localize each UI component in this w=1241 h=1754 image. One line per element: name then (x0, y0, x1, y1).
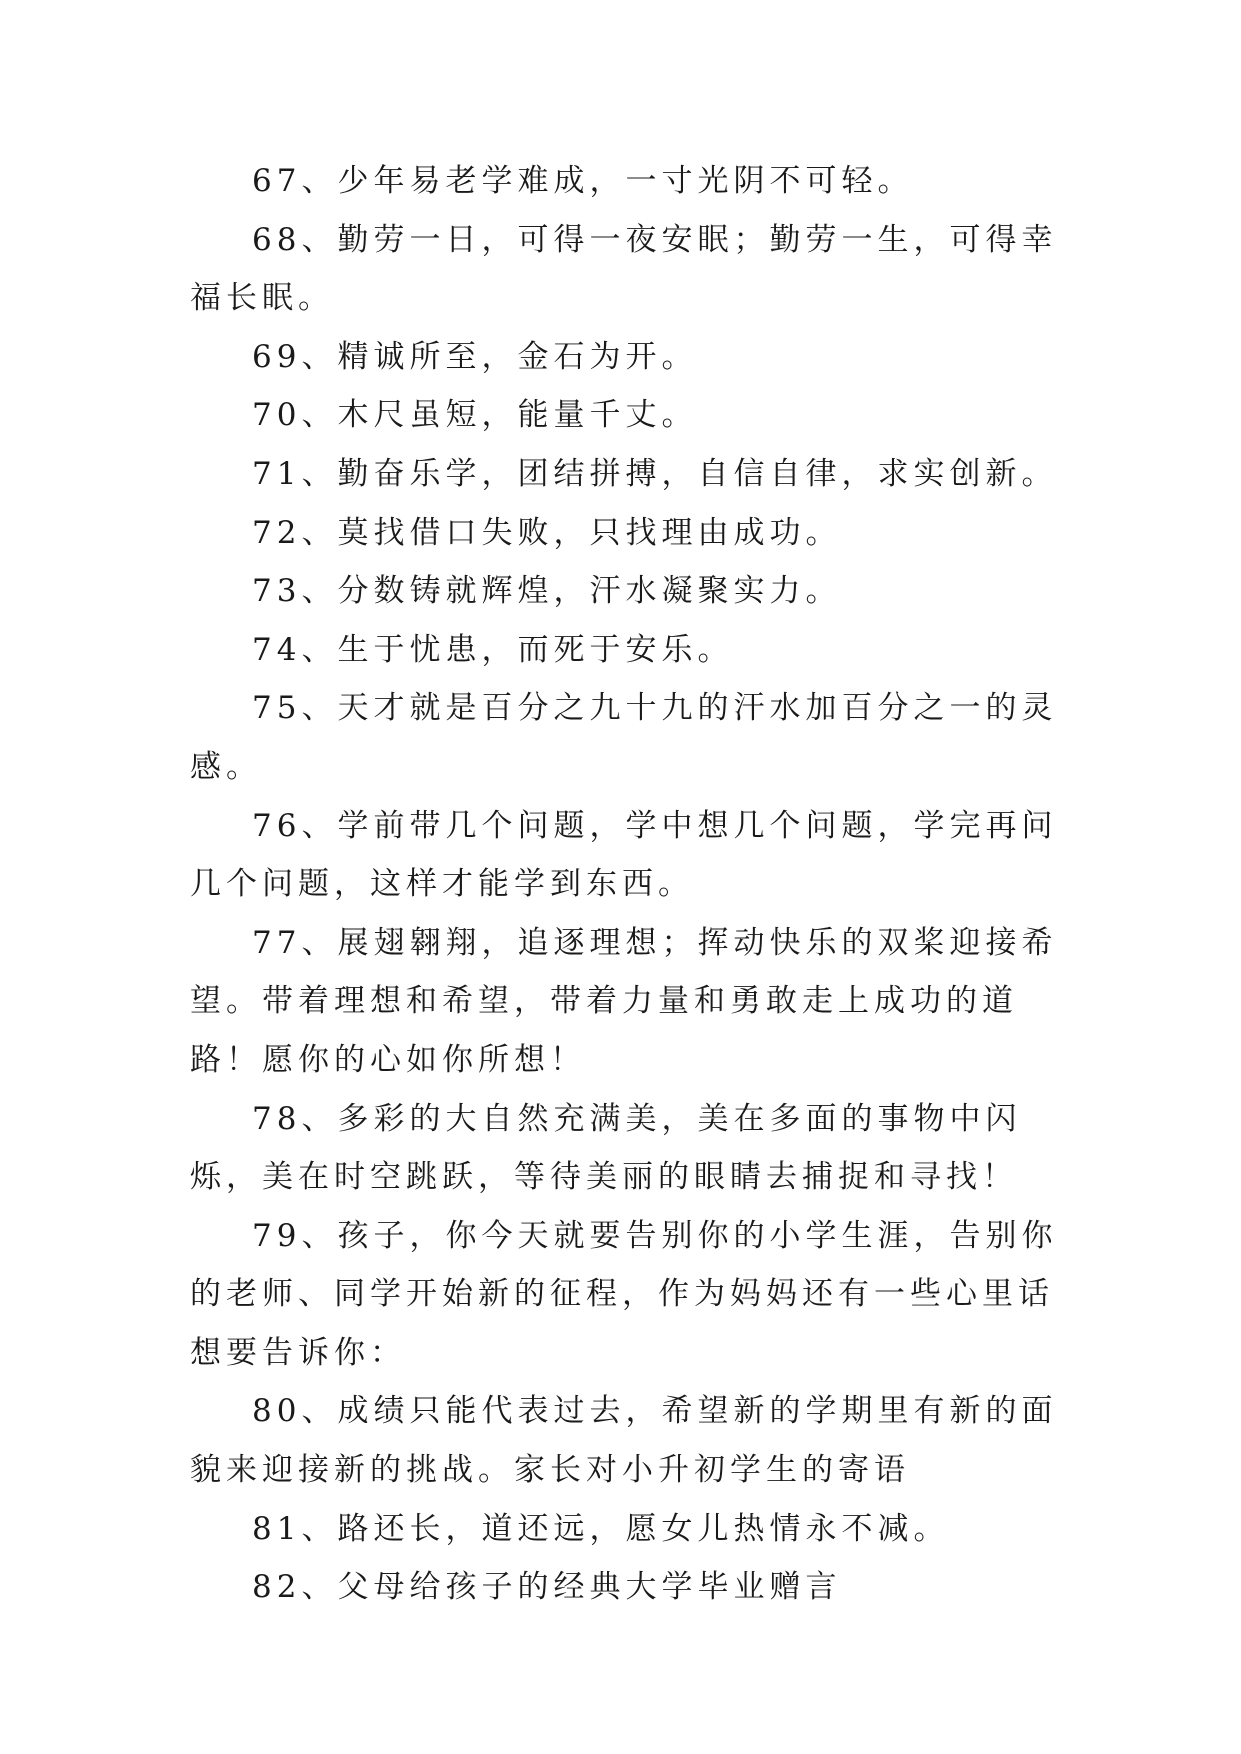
paragraph-75: 75、天才就是百分之九十九的汗水加百分之一的灵感。 (190, 690, 1058, 785)
paragraph-71: 71、勤奋乐学，团结拼搏，自信自律，求实创新。 (252, 455, 1058, 492)
paragraph-70: 70、木尺虽短，能量千丈。 (252, 397, 698, 434)
paragraph-69: 69、精诚所至，金石为开。 (252, 338, 698, 375)
paragraph-81: 81、路还长，道还远，愿女儿热情永不减。 (252, 1510, 950, 1547)
paragraph-72: 72、莫找借口失败，只找理由成功。 (252, 514, 842, 551)
document-body (190, 152, 1070, 1617)
paragraph-68: 68、勤劳一日，可得一夜安眠；勤劳一生，可得幸福长眠。 (190, 221, 1058, 317)
paragraph-79: 79、孩子，你今天就要告别你的小学生涯，告别你的老师、同学开始新的征程，作为妈妈还有一些心里话想要告诉你： (190, 1217, 1058, 1371)
paragraph-82: 82、父母给孩子的经典大学毕业赠言 (252, 1569, 842, 1606)
paragraph-78: 78、多彩的大自然充满美，美在多面的事物中闪烁，美在时空跳跃，等待美丽的眼睛去捕捉和寻找！ (190, 1100, 1022, 1196)
paragraph-77: 77、展翅翱翔，追逐理想；挥动快乐的双桨迎接希望。带着理想和希望，带着力量和勇敢走上成功的道路！愿你的心如你所想！ (190, 924, 1058, 1078)
paragraph-80: 80、成绩只能代表过去，希望新的学期里有新的面貌来迎接新的挑战。家长对小升初学生的寄语 (190, 1393, 1058, 1489)
paragraph-76: 76、学前带几个问题，学中想几个问题，学完再问几个问题，这样才能学到东西。 (190, 807, 1058, 903)
paragraph-67: 67、少年易老学难成，一寸光阴不可轻。 (252, 163, 914, 199)
paragraph-73: 73、分数铸就辉煌，汗水凝聚实力。 (252, 573, 842, 610)
paragraph-74: 74、生于忧患，而死于安乐。 (252, 631, 734, 668)
